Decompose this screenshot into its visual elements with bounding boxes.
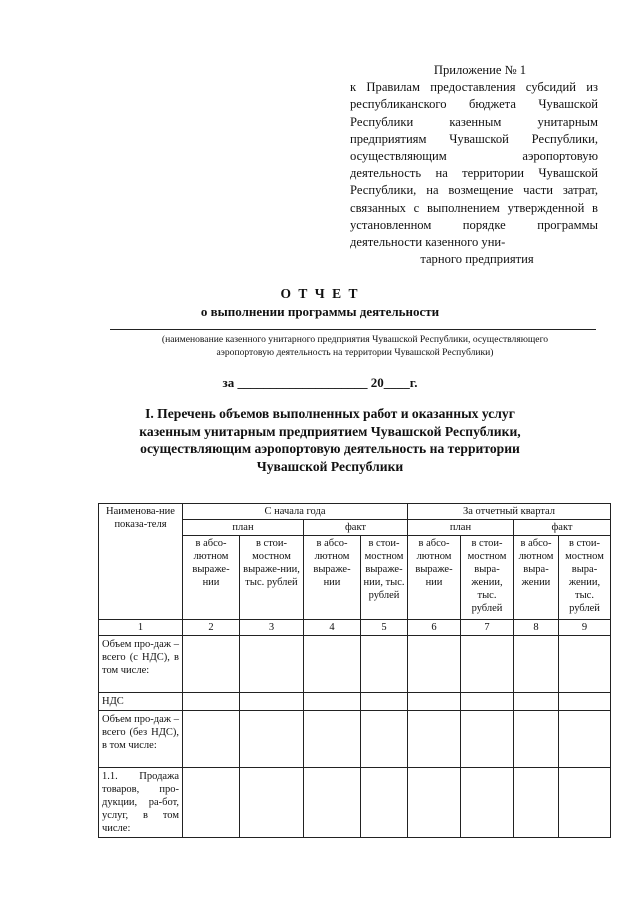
sub-header: в абсо-лютном выраже-нии	[304, 536, 361, 620]
row-label: НДС	[99, 693, 183, 711]
row-label: Объем про-даж – всего (без НДС), в том числе:	[99, 711, 183, 768]
data-cell	[183, 636, 240, 693]
column-number: 8	[514, 620, 559, 636]
column-number: 3	[240, 620, 304, 636]
data-cell	[240, 768, 304, 838]
table-row	[99, 711, 611, 768]
column-number: 9	[559, 620, 611, 636]
data-cell	[304, 693, 361, 711]
header-year-plan: план	[183, 520, 304, 536]
data-cell	[514, 693, 559, 711]
sub-header: в абсо-лютном выраже-нии	[408, 536, 461, 620]
column-number: 5	[361, 620, 408, 636]
data-cell	[361, 693, 408, 711]
column-number: 6	[408, 620, 461, 636]
column-number: 4	[304, 620, 361, 636]
data-cell	[461, 711, 514, 768]
column-number: 7	[461, 620, 514, 636]
data-cell	[559, 711, 611, 768]
sub-header: в стои-мостном выра-жении, тыс. рублей	[461, 536, 514, 620]
appendix-block	[350, 62, 598, 268]
header-year-fact: факт	[304, 520, 408, 536]
data-cell	[183, 768, 240, 838]
section-title: I. Перечень объемов выполненных работ и оказанных услуг казенным унитарным предприятием Чувашской Республики, осуществляющим аэропортовую деятельность на территории Чувашской Республики	[139, 406, 521, 474]
data-cell	[461, 768, 514, 838]
data-cell	[240, 693, 304, 711]
sub-header: в стои-мостном выраже-нии, тыс. рублей	[361, 536, 408, 620]
header-quarter-plan: план	[408, 520, 514, 536]
row-label: Объем про-даж – всего (с НДС), в том числе:	[99, 636, 183, 693]
data-cell	[304, 768, 361, 838]
data-cell	[361, 768, 408, 838]
data-cell	[304, 636, 361, 693]
sub-header: в стои-мостном выра-жении, тыс. рублей	[559, 536, 611, 620]
data-cell	[361, 711, 408, 768]
appendix-last-line: тарного предприятия	[420, 252, 534, 267]
data-cell	[461, 636, 514, 693]
header-since-year: С начала года	[183, 504, 408, 520]
data-cell	[514, 768, 559, 838]
data-cell	[559, 768, 611, 838]
data-cell	[304, 711, 361, 768]
appendix-text: к Правилам предоставления субсидий из республиканского бюджета Чувашской Республики казенным унитарным предприятиям Чувашской Республики, осуществляющим аэропортовую деятельность на территории Чувашской Республики, на возмещение части затрат, связанных с выполнением утвержденной в установленном порядке программы деятельности казенного уни-	[350, 80, 598, 250]
report-title: О Т Ч Е Т	[280, 286, 360, 301]
header-indicator-name: Наименова-ние показа-теля	[99, 504, 183, 620]
org-name-line	[110, 329, 596, 330]
report-table	[98, 503, 611, 838]
data-cell	[183, 711, 240, 768]
data-cell	[514, 636, 559, 693]
report-period: за ____________________ 20____г.	[222, 375, 418, 390]
header-quarter-fact: факт	[514, 520, 611, 536]
table-row	[99, 693, 611, 711]
data-cell	[240, 711, 304, 768]
data-cell	[514, 711, 559, 768]
data-cell	[559, 693, 611, 711]
row-label: 1.1. Продажа товаров, про-дукции, ра-бот, услуг, в том числе:	[99, 768, 183, 838]
data-cell	[408, 768, 461, 838]
sub-header: в абсо-лютном выраже-нии	[183, 536, 240, 620]
sub-header: в абсо-лютном выра-жении	[514, 536, 559, 620]
data-cell	[461, 693, 514, 711]
column-number: 2	[183, 620, 240, 636]
data-cell	[408, 693, 461, 711]
data-cell	[408, 636, 461, 693]
org-caption: (наименование казенного унитарного предприятия Чувашской Республики, осуществляющего аэропортовую деятельность на территории Чувашской Республики)	[161, 334, 549, 358]
data-cell	[183, 693, 240, 711]
table-row	[99, 636, 611, 693]
table-row	[99, 768, 611, 838]
data-cell	[240, 636, 304, 693]
report-subtitle: о выполнении программы деятельности	[200, 304, 440, 319]
appendix-title: Приложение № 1	[433, 63, 527, 77]
data-cell	[559, 636, 611, 693]
sub-header: в стои-мостном выраже-нии, тыс. рублей	[240, 536, 304, 620]
data-cell	[361, 636, 408, 693]
header-quarter: За отчетный квартал	[408, 504, 611, 520]
column-number: 1	[99, 620, 183, 636]
data-cell	[408, 711, 461, 768]
